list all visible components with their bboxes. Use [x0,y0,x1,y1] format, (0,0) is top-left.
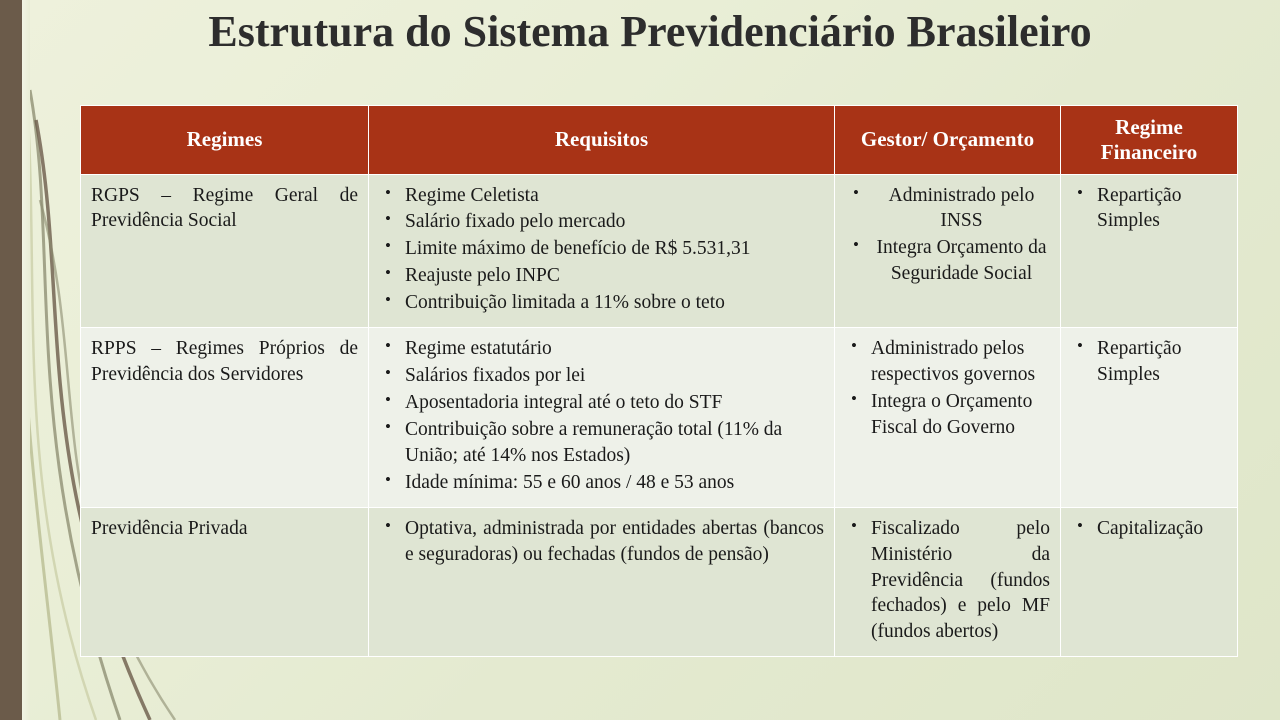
gestor-list-rgps [845,183,1050,288]
cell-requisitos-privada [369,507,835,657]
cell-requisitos-rpps [369,328,835,508]
requisitos-list-rgps [379,183,824,317]
cell-financeiro-rgps [1061,174,1238,328]
list-item: • Idade mínima: 55 e 60 anos / 48 e 53 anos [379,470,824,496]
list-item: • Capitalização [1071,516,1227,542]
table-header-row [81,106,1238,175]
cell-regime-privada: Previdência Privada [81,507,369,657]
list-item: • Administrado pelos respectivos governos [845,336,1050,388]
list-item: • Repartição Simples [1071,336,1227,388]
financeiro-list-rpps [1071,336,1227,388]
column-header-requisitos: Requisitos [369,106,835,175]
left-decorative-bar-highlight [22,0,30,720]
cell-regime-rgps: RGPS – Regime Geral de Previdência Social [81,174,369,328]
table-row [81,174,1238,328]
gestor-list-privada [845,516,1050,646]
requisitos-list-rpps [379,336,824,496]
list-item: • Reajuste pelo INPC [379,263,824,289]
financeiro-list-rgps [1071,183,1227,235]
column-header-gestor-orcamento: Gestor/ Orçamento [835,106,1061,175]
list-item: • Aposentadoria integral até o teto do STF [379,390,824,416]
list-item: • Contribuição sobre a remuneração total (11% da União; até 14% nos Estados) [379,417,824,469]
page-title: Estrutura do Sistema Previdenciário Brasileiro [208,7,1092,56]
cell-gestor-privada [835,507,1061,657]
gestor-list-rpps [845,336,1050,441]
list-item: • Integra o Orçamento Fiscal do Governo [845,389,1050,441]
list-item: • Fiscalizado pelo Ministério da Previdência (fundos fechados) e pelo MF (fundos abertos) [845,516,1050,646]
list-item: • Regime Celetista [379,183,824,209]
cell-financeiro-rpps [1061,328,1238,508]
cell-financeiro-privada [1061,507,1238,657]
cell-gestor-rgps [835,174,1061,328]
list-item: • Salário fixado pelo mercado [379,209,824,235]
left-decorative-bar [0,0,22,720]
cell-gestor-rpps [835,328,1061,508]
table-row [81,507,1238,657]
list-item: • Repartição Simples [1071,183,1227,235]
table-row [81,328,1238,508]
list-item: • Salários fixados por lei [379,363,824,389]
structure-table [80,105,1238,657]
column-header-regimes: Regimes [81,106,369,175]
list-item: • Integra Orçamento da Seguridade Social [845,235,1050,287]
list-item: • Regime estatutário [379,336,824,362]
cell-regime-rpps: RPPS – Regimes Próprios de Previdência dos Servidores [81,328,369,508]
financeiro-list-privada [1071,516,1227,542]
list-item: • Optativa, administrada por entidades abertas (bancos e seguradoras) ou fechadas (fundos de pensão) [379,516,824,568]
column-header-regime-financeiro: Regime Financeiro [1061,106,1238,175]
requisitos-list-privada [379,516,824,568]
cell-requisitos-rgps [369,174,835,328]
list-item: • Administrado pelo INSS [845,183,1050,235]
list-item: • Limite máximo de benefício de R$ 5.531,31 [379,236,824,262]
list-item: • Contribuição limitada a 11% sobre o teto [379,290,824,316]
